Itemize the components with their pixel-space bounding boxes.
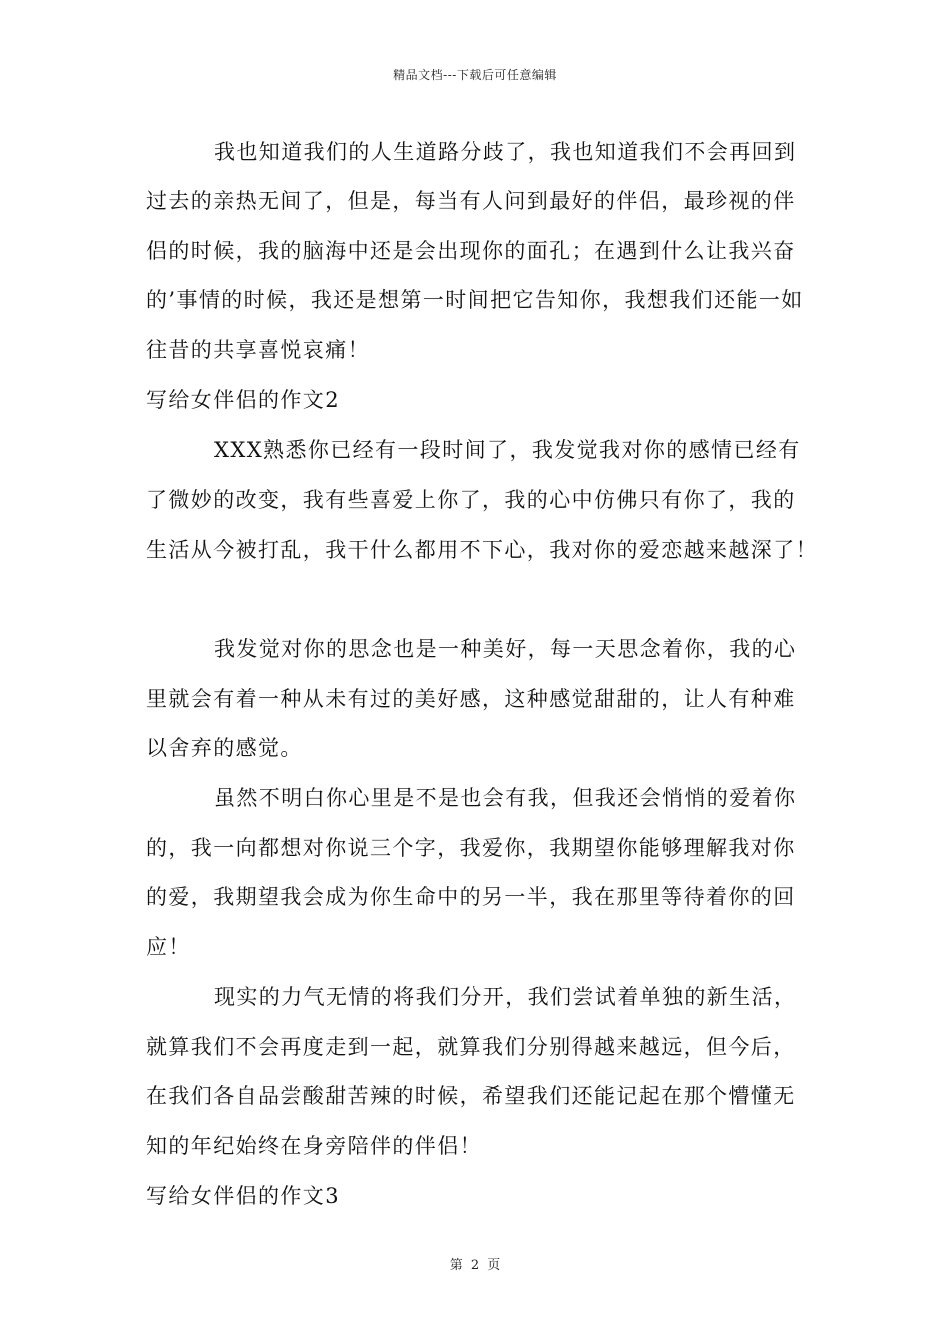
page-number: 第 2 页 (449, 1258, 501, 1273)
paragraph-line: 往昔的共享喜悦哀痛！ (146, 338, 370, 362)
paragraph-line: 就算我们不会再度走到一起，就算我们分别得越来越远，但今后， (146, 1035, 796, 1059)
paragraph-line: 过去的亲热无间了，但是，每当有人问到最好的伴侣，最珍视的伴 (146, 189, 796, 213)
section-title: 写给女伴侣的作文3 (146, 1184, 340, 1208)
paragraph-line: 我也知道我们的人生道路分歧了，我也知道我们不会再回到 (214, 140, 797, 164)
paragraph-line: XXX熟悉你已经有一段时间了，我发觉我对你的感情已经有 (214, 438, 801, 462)
paragraph-line: 的’事情的时候，我还是想第一时间把它告知你，我想我们还能一如 (146, 288, 804, 312)
page-header: 精品文档---下载后可任意编辑 (393, 68, 557, 82)
paragraph-line: 侣的时候，我的脑海中还是会出现你的面孔；在遇到什么让我兴奋 (146, 239, 796, 263)
paragraph-line: 现实的力气无情的将我们分开，我们尝试着单独的新生活， (214, 985, 797, 1009)
paragraph-line: 里就会有着一种从未有过的美好感，这种感觉甜甜的，让人有种难 (146, 687, 796, 711)
paragraph-line: 生活从今被打乱，我干什么都用不下心，我对你的爱恋越来越深了！ (146, 538, 818, 562)
paragraph-line: 了微妙的改变，我有些喜爱上你了，我的心中仿佛只有你了，我的 (146, 488, 796, 512)
paragraph-line: 我发觉对你的思念也是一种美好，每一天思念着你，我的心 (214, 637, 797, 661)
paragraph-line: 的，我一向都想对你说三个字，我爱你，我期望你能够理解我对你 (146, 836, 796, 860)
paragraph-line: 虽然不明白你心里是不是也会有我，但我还会悄悄的爱着你 (214, 786, 797, 810)
paragraph-line: 知的年纪始终在身旁陪伴的伴侣！ (146, 1134, 482, 1158)
paragraph-line: 以舍弃的感觉。 (146, 736, 303, 760)
paragraph-line: 应！ (146, 935, 191, 959)
paragraph-line: 在我们各自品尝酸甜苦辣的时候，希望我们还能记起在那个懵懂无 (146, 1084, 796, 1108)
section-title: 写给女伴侣的作文2 (146, 388, 340, 412)
paragraph-line: 的爱，我期望我会成为你生命中的另一半，我在那里等待着你的回 (146, 885, 796, 909)
